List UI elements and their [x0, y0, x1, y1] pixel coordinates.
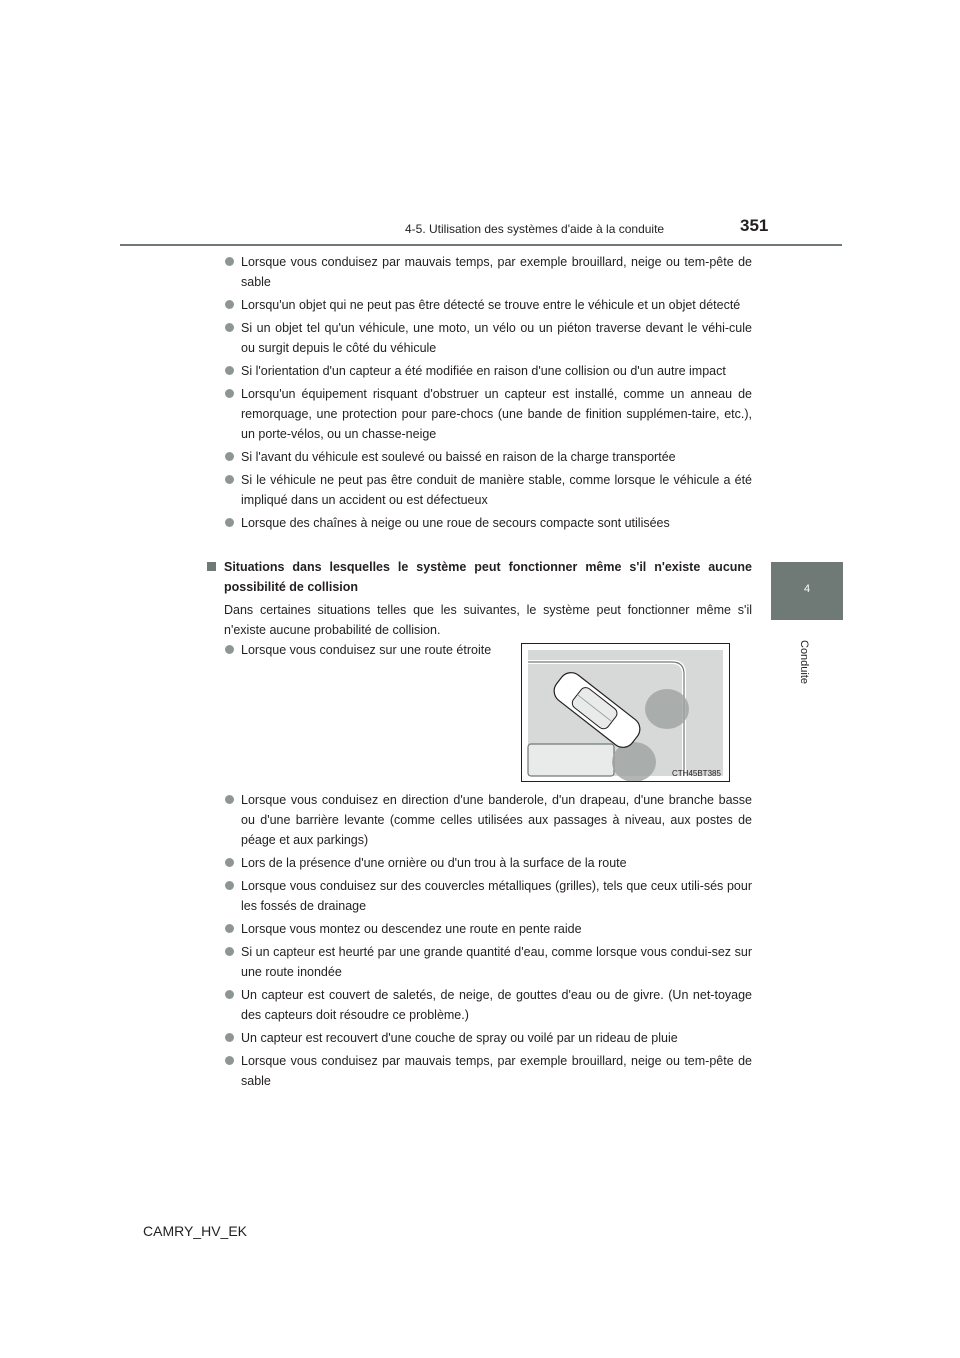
page-number: 351 [740, 216, 769, 235]
section-heading: Situations dans lesquelles le système peut fonctionner même s'il n'existe aucune possibilité de collision [207, 557, 752, 597]
chapter-tab [771, 562, 843, 620]
list-item: Lorsque vous conduisez en direction d'une banderole, d'un drapeau, d'une branche basse ou d'une barrière levante (comme celles utilisées aux passages à niveau, aux postes de péage et aux parkings) [224, 790, 752, 850]
sensor-zone-front [645, 689, 689, 729]
list-item: Lorsqu'un objet qui ne peut pas être détecté se trouve entre le véhicule et un objet détecté [224, 295, 752, 315]
chapter-number: 4 [803, 583, 811, 595]
list-item: Lorsque vous conduisez sur une route étroite [224, 640, 507, 660]
chapter-label: Conduite [798, 640, 810, 685]
section-intro: Dans certaines situations telles que les suivantes, le système peut fonctionner même s'il n'existe aucune probabilité de collision. [224, 603, 752, 637]
list-item: Lorsqu'un équipement risquant d'obstruer un capteur est installé, comme un anneau de remorquage, une protection pour pare-chocs (une bande de finition supplémen-taire, etc.), un porte-vélos, ou un chasse-neige [224, 384, 752, 444]
list-item: Si un capteur est heurté par une grande quantité d'eau, comme lorsque vous condui-sez sur une route inondée [224, 942, 752, 982]
list-item: Lors de la présence d'une ornière ou d'un trou à la surface de la route [224, 853, 752, 873]
model-code: CAMRY_HV_EK [143, 1223, 248, 1239]
sidewalk-block [528, 744, 614, 776]
bullets-top [224, 252, 752, 533]
list-item: Un capteur est recouvert d'une couche de spray ou voilé par un rideau de pluie [224, 1028, 752, 1048]
list-item: Si le véhicule ne peut pas être conduit de manière stable, comme lorsque le véhicule a été impliqué dans un accident ou est défectueux [224, 470, 752, 510]
list-item: Lorsque vous conduisez sur des couvercles métalliques (grilles), tels que ceux utili-sés pour les fossés de drainage [224, 876, 752, 916]
sensor-zone-side [612, 742, 656, 781]
list-item: Si l'avant du véhicule est soulevé ou baissé en raison de la charge transportée [224, 447, 752, 467]
narrow-road-illustration [521, 643, 730, 782]
list-item: Un capteur est couvert de saletés, de neige, de gouttes d'eau ou de givre. (Un net-toyage des capteurs doit résoudre ce problème.) [224, 985, 752, 1025]
figure-bullet-block [224, 640, 507, 660]
section-block [207, 557, 752, 640]
road-diagram [522, 644, 729, 781]
header-section-title: 4-5. Utilisation des systèmes d'aide à la conduite [405, 222, 665, 236]
header-rule [120, 244, 842, 246]
list-item: Lorsque vous conduisez par mauvais temps, par exemple brouillard, neige ou tem-pête de sable [224, 252, 752, 292]
list-item: Si l'orientation d'un capteur a été modifiée en raison d'une collision ou d'un autre impact [224, 361, 752, 381]
bullets-bottom [224, 790, 752, 1091]
figure-code: CTH45BT385 [672, 769, 721, 778]
list-item: Lorsque vous montez ou descendez une route en pente raide [224, 919, 752, 939]
list-item: Lorsque vous conduisez par mauvais temps, par exemple brouillard, neige ou tem-pête de sable [224, 1051, 752, 1091]
list-item: Lorsque des chaînes à neige ou une roue de secours compacte sont utilisées [224, 513, 752, 533]
list-item: Si un objet tel qu'un véhicule, une moto, un vélo ou un piéton traverse devant le véhi-cule ou surgit depuis le côté du véhicule [224, 318, 752, 358]
